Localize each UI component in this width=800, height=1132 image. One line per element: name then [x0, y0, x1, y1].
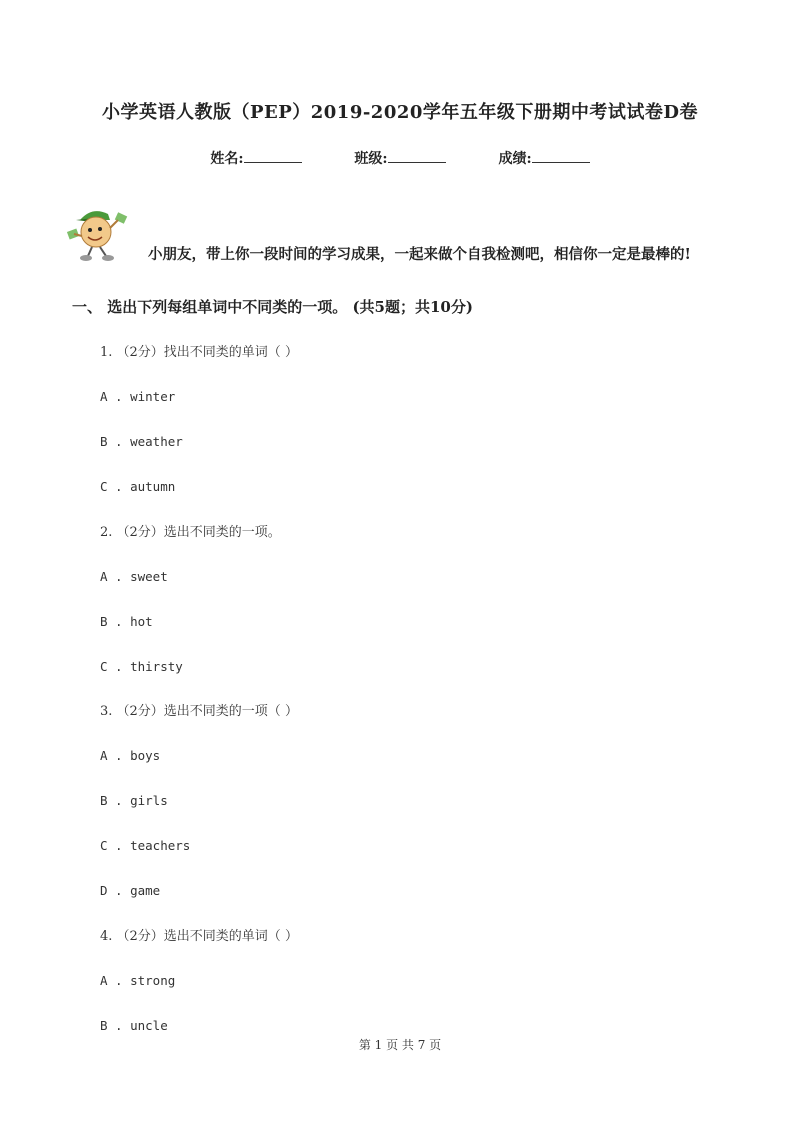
question-2-stem: 2. （2分）选出不同类的一项。 [100, 525, 281, 540]
q2-option-b[interactable]: B . hot [100, 614, 153, 629]
class-label: 班级: [354, 151, 388, 167]
section-title: 一、 选出下列每组单词中不同类的一项。 (共5题；共10分) [72, 298, 473, 316]
exam-title: 小学英语人教版（PEP）2019-2020学年五年级下册期中考试试卷D卷 [101, 102, 699, 123]
q1-option-a[interactable]: A . winter [100, 389, 176, 404]
mascot-icon [66, 206, 132, 262]
score-field [498, 148, 589, 168]
q4-option-a[interactable]: A . strong [100, 973, 176, 988]
name-blank[interactable] [244, 148, 302, 163]
question-4-stem: 4. （2分）选出不同类的单词（ ） [100, 929, 298, 944]
q3-option-d[interactable]: D . game [100, 883, 161, 898]
q3-option-a[interactable]: A . boys [100, 748, 161, 763]
class-blank[interactable] [388, 148, 446, 163]
class-field [354, 148, 445, 168]
score-label: 成绩: [498, 151, 532, 167]
q2-option-a[interactable]: A . sweet [100, 569, 168, 584]
question-3-stem: 3. （2分）选出不同类的一项（ ） [100, 704, 298, 719]
q3-option-c[interactable]: C . teachers [100, 838, 191, 853]
intro-text: 小朋友，带上你一段时间的学习成果，一起来做个自我检测吧，相信你一定是最棒的! [148, 246, 691, 263]
student-info-row [0, 148, 800, 168]
q4-option-b[interactable]: B . uncle [100, 1018, 168, 1033]
page-number: 第 1 页 共 7 页 [358, 1038, 442, 1052]
question-1-stem: 1. （2分）找出不同类的单词（ ） [100, 345, 298, 360]
q2-option-c[interactable]: C . thirsty [100, 659, 183, 674]
q1-option-b[interactable]: B . weather [100, 434, 183, 449]
name-field [210, 148, 301, 168]
score-blank[interactable] [532, 148, 590, 163]
q3-option-b[interactable]: B . girls [100, 793, 168, 808]
name-label: 姓名: [210, 151, 244, 167]
q1-option-c[interactable]: C . autumn [100, 479, 176, 494]
